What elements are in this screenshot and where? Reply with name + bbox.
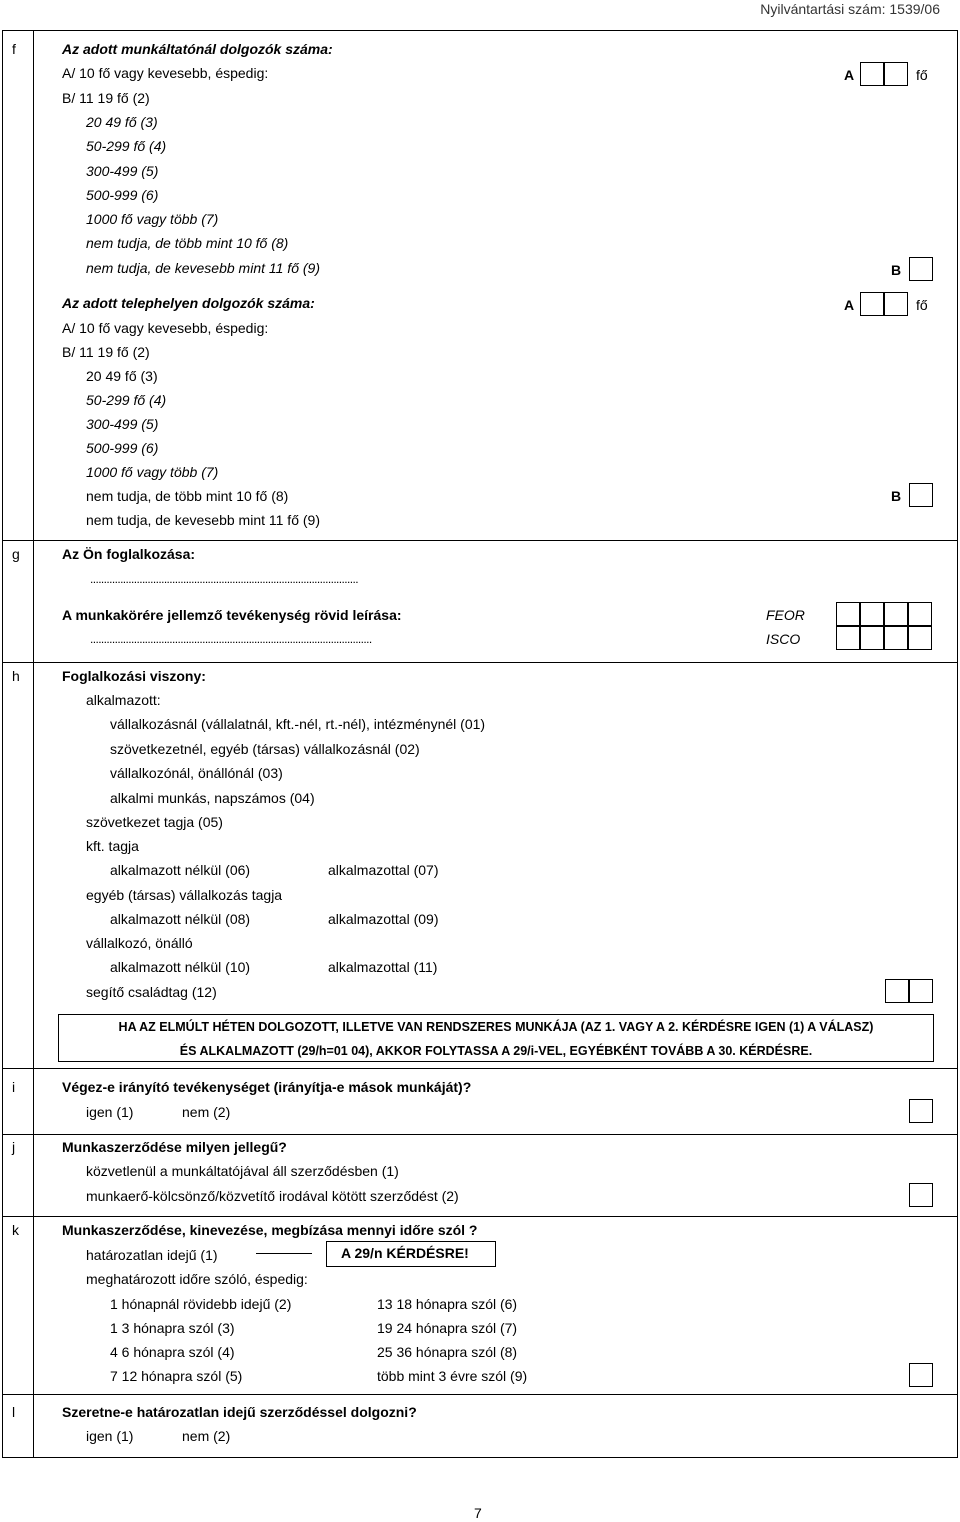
employee-option: alkalmi munkás, napszámos (04) xyxy=(110,790,315,806)
feor-digit-box[interactable] xyxy=(836,602,860,626)
contract-duration-answer-box[interactable] xyxy=(909,1363,933,1387)
section-letter-h: h xyxy=(12,668,20,684)
kft-member-label: kft. tagja xyxy=(86,838,139,854)
feor-digit-box[interactable] xyxy=(884,602,908,626)
supervision-yes-option: igen (1) xyxy=(86,1104,134,1120)
occupation-title: Az Ön foglalkozása: xyxy=(62,546,196,562)
page-number: 7 xyxy=(474,1505,482,1521)
section-letter-f: f xyxy=(12,41,16,57)
feor-label: FEOR xyxy=(766,607,805,623)
site-box-a-unit: fő xyxy=(916,297,928,313)
other-member-label: egyéb (társas) vállalkozás tagja xyxy=(86,887,283,903)
routing-instruction-line1: HA AZ ELMÚLT HÉTEN DOLGOZOTT, ILLETVE VAN RENDSZERES MUNKÁJA (AZ 1. VAGY A 2. KÉRDÉSRE IGEN (1) A VÁLASZ) xyxy=(118,1020,874,1034)
employer-box-b-label: B xyxy=(891,262,902,278)
section-letter-i: i xyxy=(12,1079,16,1095)
supervision-question: Végez-e irányító tevékenységet (irányítja-e mások munkáját)? xyxy=(62,1079,472,1095)
divider-k-l xyxy=(2,1394,958,1395)
duration-option: 19 24 hónapra szól (7) xyxy=(377,1320,518,1336)
site-box-b[interactable] xyxy=(909,483,933,507)
site-count-title: Az adott telephelyen dolgozók száma: xyxy=(62,295,315,311)
duration-option: több mint 3 évre szól (9) xyxy=(377,1368,528,1384)
site-digit-box-2[interactable] xyxy=(884,292,908,316)
section-letter-g: g xyxy=(12,546,20,562)
employee-option: vállalkozásnál (vállalatnál, kft.-nél, rt.-nél), intézménynél (01) xyxy=(110,716,486,732)
employer-item: 300-499 (5) xyxy=(86,163,159,179)
isco-digit-box[interactable] xyxy=(884,626,908,650)
divider-h-i xyxy=(2,1068,958,1069)
employer-item: nem tudja, de kevesebb mint 11 fő (9) xyxy=(86,260,320,276)
employee-label: alkalmazott: xyxy=(86,692,161,708)
contract-duration-question: Munkaszerződése, kinevezése, megbízása mennyi időre szól ? xyxy=(62,1222,478,1238)
divider-f-g xyxy=(2,540,958,541)
supervision-answer-box[interactable] xyxy=(909,1099,933,1123)
site-item: 500-999 (6) xyxy=(86,440,159,456)
site-box-b-label: B xyxy=(891,488,902,504)
employer-item: 500-999 (6) xyxy=(86,187,159,203)
letter-column-divider xyxy=(33,30,34,1458)
site-item: nem tudja, de több mint 10 fő (8) xyxy=(86,488,289,504)
routing-instruction-box xyxy=(58,1014,934,1062)
occupation-dotted-line[interactable]: .................................................................................................. xyxy=(90,572,358,586)
divider-j-k xyxy=(2,1216,958,1217)
employment-code-box-1[interactable] xyxy=(885,979,909,1003)
duration-option: 25 36 hónapra szól (8) xyxy=(377,1344,518,1360)
entrepreneur-label: vállalkozó, önálló xyxy=(86,935,193,951)
isco-label: ISCO xyxy=(766,631,801,647)
contract-type-answer-box[interactable] xyxy=(909,1183,933,1207)
section-letter-k: k xyxy=(12,1222,19,1238)
site-item: B/ 11 19 fő (2) xyxy=(62,344,150,360)
activity-description-title: A munkakörére jellemző tevékenység rövid leírása: xyxy=(62,607,402,623)
site-digit-box-1[interactable] xyxy=(860,292,884,316)
contract-agency-option: munkaerő-kölcsönző/közvetítő irodával kötött szerződést (2) xyxy=(86,1188,459,1204)
isco-digit-box[interactable] xyxy=(860,626,884,650)
employee-option: szövetkezetnél, egyéb (társas) vállalkozásnál (02) xyxy=(110,741,420,757)
kft-with-employee-option: alkalmazottal (07) xyxy=(328,862,439,878)
divider-g-h xyxy=(2,662,958,663)
kft-without-employee-option: alkalmazott nélkül (06) xyxy=(110,862,251,878)
activity-dotted-line[interactable]: ....................................................................................................... xyxy=(90,632,372,646)
employee-option: vállalkozónál, önállónál (03) xyxy=(110,765,283,781)
employer-item: nem tudja, de több mint 10 fő (8) xyxy=(86,235,289,251)
site-item: A/ 10 fő vagy kevesebb, éspedig: xyxy=(62,320,269,336)
contract-direct-option: közvetlenül a munkáltatójával áll szerződésben (1) xyxy=(86,1163,399,1179)
site-box-a-label: A xyxy=(844,297,855,313)
employment-code-box-2[interactable] xyxy=(909,979,933,1003)
employer-item: 1000 fő vagy több (7) xyxy=(86,211,219,227)
duration-option: 1 3 hónapra szól (3) xyxy=(110,1320,235,1336)
employer-box-a-unit: fő xyxy=(916,67,928,83)
employer-count-title: Az adott munkáltatónál dolgozók száma: xyxy=(62,41,333,57)
other-without-employee-option: alkalmazott nélkül (08) xyxy=(110,911,251,927)
indefinite-preference-question: Szeretne-e határozatlan idejű szerződéssel dolgozni? xyxy=(62,1404,417,1420)
site-item: 50-299 fő (4) xyxy=(86,392,167,408)
routing-instruction-line2: ÉS ALKALMAZOTT (29/h=01 04), AKKOR FOLYTASSA A 29/i-VEL, EGYÉBKÉNT TOVÁBB A 30. KÉRDÉSRE. xyxy=(179,1044,813,1058)
arrow-line xyxy=(256,1253,312,1254)
employer-item: B/ 11 19 fő (2) xyxy=(62,90,150,106)
duration-option: 4 6 hónapra szól (4) xyxy=(110,1344,235,1360)
family-helper-option: segítő családtag (12) xyxy=(86,984,217,1000)
employer-digit-box-1[interactable] xyxy=(860,62,884,86)
duration-option: 7 12 hónapra szól (5) xyxy=(110,1368,243,1384)
feor-digit-box[interactable] xyxy=(908,602,932,626)
employer-digit-box-2[interactable] xyxy=(884,62,908,86)
divider-i-j xyxy=(2,1134,958,1135)
duration-option: 1 hónapnál rövidebb idejű (2) xyxy=(110,1296,292,1312)
section-letter-j: j xyxy=(12,1139,16,1155)
entrepreneur-with-employee-option: alkalmazottal (11) xyxy=(328,959,438,975)
employer-item: 50-299 fő (4) xyxy=(86,138,167,154)
employer-box-a-label: A xyxy=(844,67,855,83)
duration-option: 13 18 hónapra szól (6) xyxy=(377,1296,518,1312)
indefinite-option: határozatlan idejű (1) xyxy=(86,1247,218,1263)
supervision-no-option: nem (2) xyxy=(182,1104,231,1120)
contract-type-question: Munkaszerződése milyen jellegű? xyxy=(62,1139,287,1155)
preference-no-option: nem (2) xyxy=(182,1428,231,1444)
site-item: 20 49 fő (3) xyxy=(86,368,158,384)
site-item: 300-499 (5) xyxy=(86,416,159,432)
coop-member-option: szövetkezet tagja (05) xyxy=(86,814,223,830)
entrepreneur-without-employee-option: alkalmazott nélkül (10) xyxy=(110,959,251,975)
site-item: nem tudja, de kevesebb mint 11 fő (9) xyxy=(86,512,320,528)
site-item: 1000 fő vagy több (7) xyxy=(86,464,219,480)
skip-instruction-box: A 29/n KÉRDÉSRE! xyxy=(326,1241,496,1267)
other-with-employee-option: alkalmazottal (09) xyxy=(328,911,439,927)
section-letter-l: l xyxy=(12,1404,16,1420)
preference-yes-option: igen (1) xyxy=(86,1428,134,1444)
definite-label: meghatározott időre szóló, éspedig: xyxy=(86,1271,308,1287)
feor-digit-box[interactable] xyxy=(860,602,884,626)
isco-digit-box[interactable] xyxy=(836,626,860,650)
employer-item: 20 49 fő (3) xyxy=(86,114,158,130)
employer-item: A/ 10 fő vagy kevesebb, éspedig: xyxy=(62,65,269,81)
employment-relation-title: Foglalkozási viszony: xyxy=(62,668,206,684)
employer-box-b[interactable] xyxy=(909,257,933,281)
registration-number: Nyilvántartási szám: 1539/06 xyxy=(760,1,940,17)
isco-digit-box[interactable] xyxy=(908,626,932,650)
